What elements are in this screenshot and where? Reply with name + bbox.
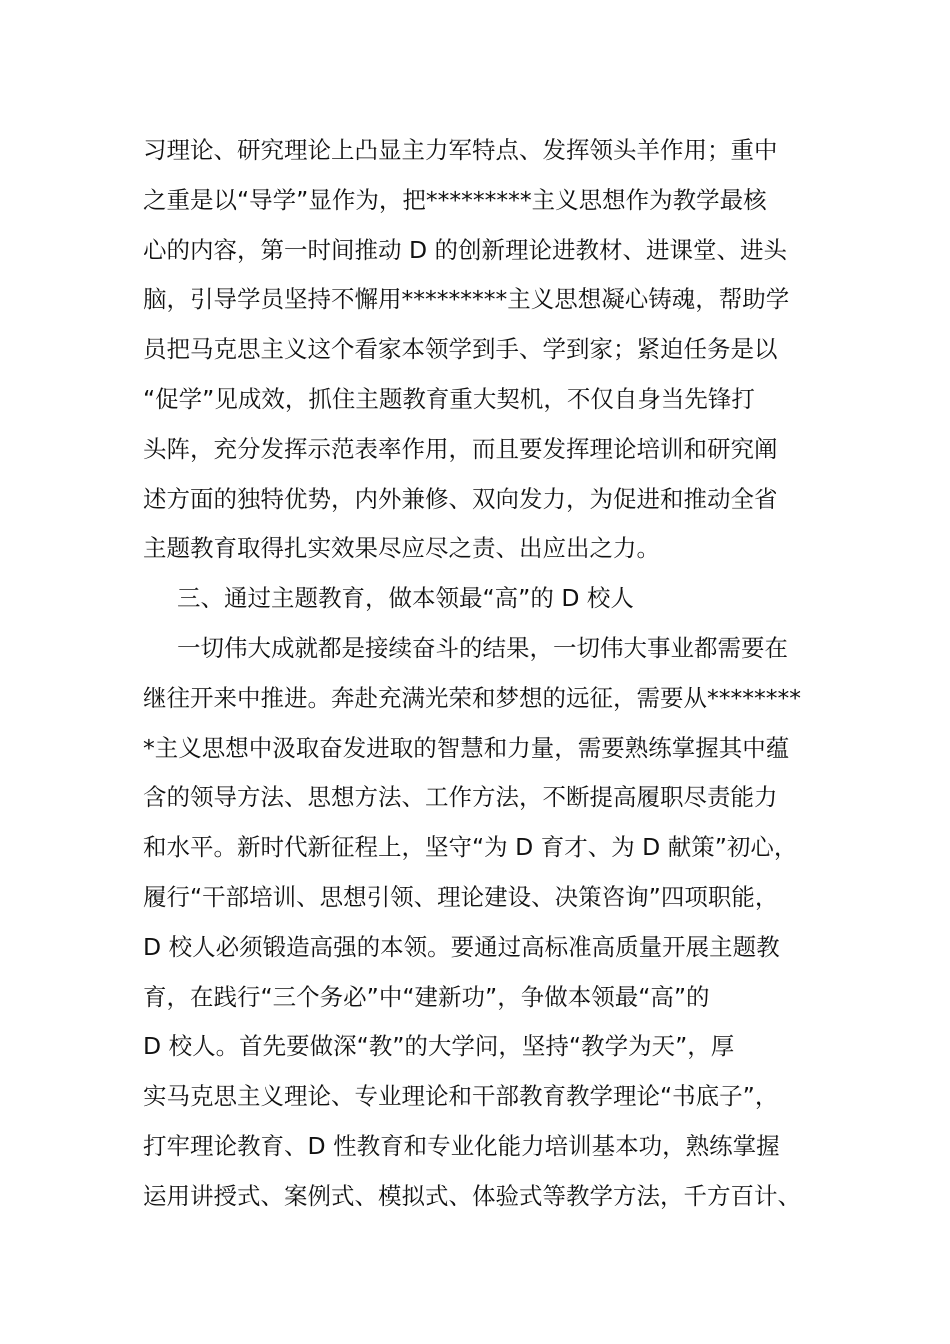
text-line: 主题教育取得扎实效果尽应尽之责、出应出之力。 bbox=[143, 534, 660, 563]
text-line: 履行“干部培训、思想引领、理论建设、决策咨询”四项职能， bbox=[143, 882, 779, 911]
text-line: D 校人。首先要做深“教”的大学问，坚持“教学为天”，厚 bbox=[143, 1032, 735, 1061]
text-line: 打牢理论教育、D 性教育和专业化能力培训基本功，熟练掌握 bbox=[143, 1131, 780, 1160]
paragraph-first-line: 三、通过主题教育，做本领最“高”的 D 校人 bbox=[177, 584, 634, 613]
text-line: 脑，引导学员坚持不懈用*********主义思想凝心铸魂，帮助学 bbox=[143, 285, 790, 314]
text-line: 继往开来中推进。奔赴充满光荣和梦想的远征，需要从******** bbox=[143, 683, 801, 712]
paragraph-first-line: 一切伟大成就都是接续奋斗的结果，一切伟大事业都需要在 bbox=[177, 633, 788, 662]
text-line: D 校人必须锻造高强的本领。要通过高标准高质量开展主题教 bbox=[143, 932, 780, 961]
text-line: “促学”见成效，抓住主题教育重大契机，不仅自身当先锋打 bbox=[143, 384, 755, 413]
document-body bbox=[143, 126, 843, 1222]
text-line: 运用讲授式、案例式、模拟式、体验式等教学方法，千方百计、 bbox=[143, 1181, 801, 1210]
text-line: 头阵，充分发挥示范表率作用，而且要发挥理论培训和研究阐 bbox=[143, 434, 778, 463]
text-line: 育，在践行“三个务必”中“建新功”，争做本领最“高”的 bbox=[143, 982, 710, 1011]
text-line: 含的领导方法、思想方法、工作方法，不断提高履职尽责能力 bbox=[143, 783, 778, 812]
text-line: 之重是以“导学”显作为，把*********主义思想作为教学最核 bbox=[143, 185, 767, 214]
text-line: 员把马克思主义这个看家本领学到手、学到家；紧迫任务是以 bbox=[143, 335, 778, 364]
text-line: 实马克思主义理论、专业理论和干部教育教学理论“书底子”， bbox=[143, 1082, 779, 1111]
text-line: 习理论、研究理论上凸显主力军特点、发挥领头羊作用；重中 bbox=[143, 136, 778, 164]
text-line: 和水平。新时代新征程上，坚守“为 D 育才、为 D 献策”初心， bbox=[143, 833, 798, 862]
text-line: 心的内容，第一时间推动 D 的创新理论进教材、进课堂、进头 bbox=[143, 235, 788, 264]
text-line: 述方面的独特优势，内外兼修、双向发力，为促进和推动全省 bbox=[143, 484, 778, 513]
text-line: *主义思想中汲取奋发进取的智慧和力量，需要熟练掌握其中蕴 bbox=[143, 733, 790, 762]
